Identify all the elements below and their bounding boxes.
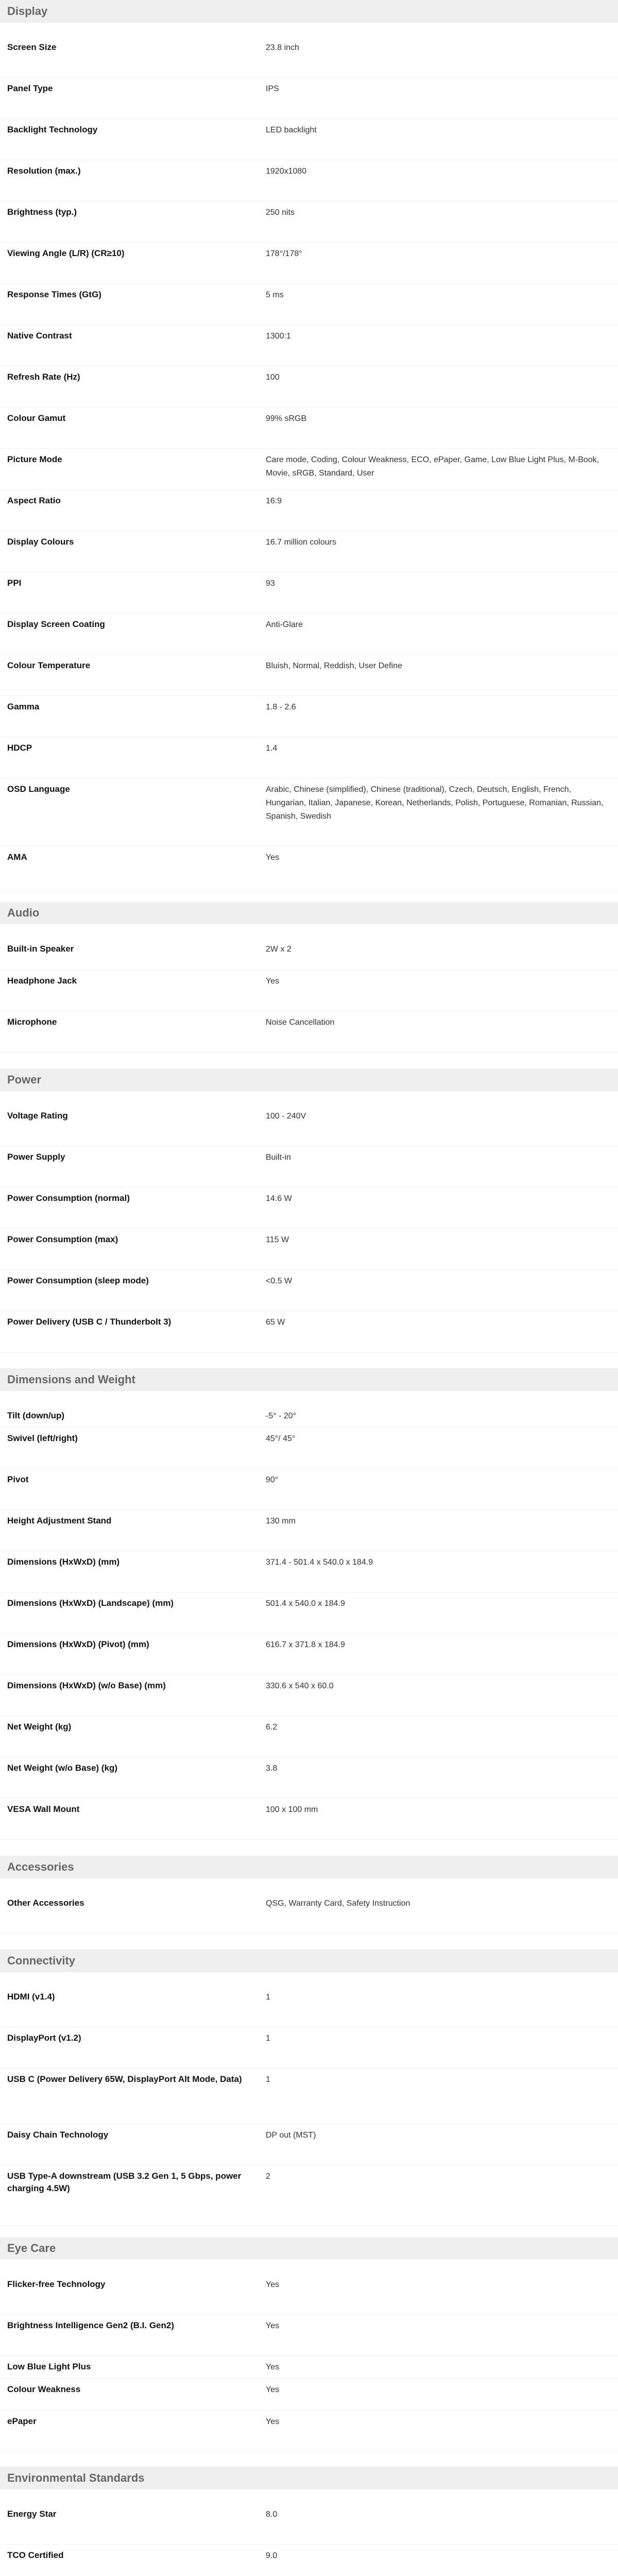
- spec-row: [0, 1187, 618, 1229]
- spec-value: -5° - 20°: [266, 1412, 297, 1420]
- spec-label: Swivel (left/right): [7, 1433, 78, 1443]
- spec-row: [0, 489, 618, 531]
- spec-row: [0, 2544, 618, 2576]
- spec-label: VESA Wall Mount: [7, 1804, 80, 1814]
- spec-label: TCO Certified: [7, 2550, 64, 2560]
- spec-value: 115 W: [266, 1235, 289, 1244]
- spec-value: 100 - 240V: [266, 1112, 306, 1121]
- spec-value: 250 nits: [266, 208, 295, 217]
- section-header-eye-care: Eye Care: [0, 2237, 618, 2260]
- spec-row: [0, 654, 618, 696]
- spec-label: Low Blue Light Plus: [7, 2362, 91, 2371]
- spec-label: PPI: [7, 578, 22, 588]
- spec-value: 2: [266, 2172, 270, 2181]
- spec-label: USB C (Power Delivery 65W, DisplayPort Alt Mode, Data): [7, 2074, 242, 2084]
- spec-row: [0, 1468, 618, 1510]
- spec-label: HDMI (v1.4): [7, 1992, 55, 2002]
- spec-label: Colour Gamut: [7, 413, 66, 423]
- spec-value: 8.0: [266, 2510, 278, 2519]
- spec-value: Yes: [266, 2280, 280, 2289]
- spec-label: Daisy Chain Technology: [7, 2130, 109, 2140]
- spec-row: [0, 1510, 618, 1551]
- spec-value: Anti-Glare: [266, 620, 303, 629]
- spec-row: [0, 407, 618, 449]
- spec-row: [0, 2314, 618, 2356]
- spec-row: [0, 1757, 618, 1799]
- spec-value: <0.5 W: [266, 1277, 293, 1285]
- spec-value: QSG, Warranty Card, Safety Instruction: [266, 1899, 410, 1908]
- spec-row: [0, 118, 618, 160]
- spec-label: OSD Language: [7, 784, 70, 794]
- spec-value: Yes: [266, 2321, 280, 2330]
- spec-row: [0, 1404, 618, 1428]
- section-header-accessories: Accessories: [0, 1856, 618, 1878]
- spec-label: Net Weight (w/o Base) (kg): [7, 1763, 118, 1773]
- spec-row: [0, 1716, 618, 1757]
- spec-label: AMA: [7, 852, 27, 862]
- spec-value: 45°/ 45°: [266, 1434, 296, 1443]
- spec-label: Microphone: [7, 1017, 57, 1027]
- spec-row: [0, 1269, 618, 1311]
- spec-row: [0, 2503, 618, 2545]
- spec-value: 1: [266, 2034, 270, 2043]
- spec-row: [0, 938, 618, 970]
- spec-row: [0, 283, 618, 325]
- section-header-dimensions-and-weight: Dimensions and Weight: [0, 1368, 618, 1391]
- spec-row: [0, 2124, 618, 2165]
- spec-label: Power Consumption (max): [7, 1234, 118, 1244]
- spec-value: 616.7 x 371.8 x 184.9: [266, 1640, 345, 1649]
- spec-value: DP out (MST): [266, 2131, 316, 2140]
- spec-label: Headphone Jack: [7, 976, 77, 986]
- spec-row: [0, 201, 618, 243]
- spec-value: Noise Cancellation: [266, 1018, 335, 1027]
- spec-row: [0, 325, 618, 366]
- spec-row: [0, 778, 618, 846]
- spec-value: Yes: [266, 2385, 280, 2394]
- spec-row: [0, 2165, 618, 2226]
- spec-row: [0, 2273, 618, 2315]
- spec-value: Built-in: [266, 1153, 291, 1162]
- spec-value: 90°: [266, 1476, 279, 1484]
- spec-value: 14.6 W: [266, 1194, 292, 1203]
- spec-value: 1.4: [266, 744, 278, 753]
- spec-label: Brightness Intelligence Gen2 (B.I. Gen2): [7, 2320, 175, 2330]
- spec-label: Colour Weakness: [7, 2384, 81, 2394]
- spec-label: Power Supply: [7, 1152, 65, 1162]
- spec-label: DisplayPort (v1.2): [7, 2033, 81, 2043]
- spec-value: 93: [266, 579, 275, 588]
- spec-value: 100: [266, 373, 280, 382]
- spec-value: 16:9: [266, 497, 282, 505]
- spec-label: Dimensions (HxWxD) (mm): [7, 1557, 120, 1567]
- spec-label: Net Weight (kg): [7, 1722, 72, 1732]
- spec-label: Dimensions (HxWxD) (Pivot) (mm): [7, 1639, 149, 1649]
- spec-value: 1: [266, 2075, 270, 2084]
- spec-label: Power Consumption (normal): [7, 1193, 130, 1203]
- spec-label: Dimensions (HxWxD) (w/o Base) (mm): [7, 1681, 166, 1690]
- spec-row: [0, 737, 618, 778]
- section-header-audio: Audio: [0, 902, 618, 924]
- spec-value: 1: [266, 1993, 270, 2002]
- spec-label: Built-in Speaker: [7, 944, 74, 954]
- spec-row: [0, 1011, 618, 1053]
- spec-row: [0, 366, 618, 408]
- spec-value: 501.4 x 540.0 x 184.9: [266, 1599, 345, 1608]
- spec-value: IPS: [266, 84, 279, 93]
- spec-value: Care mode, Coding, Colour Weakness, ECO, ePaper, Game, Low Blue Light Plus, M-Book, Movie, sRGB, Standard, User: [266, 455, 599, 478]
- spec-row: [0, 2355, 618, 2379]
- spec-row: [0, 242, 618, 284]
- spec-row: [0, 1311, 618, 1352]
- spec-value: 330.6 x 540 x 60.0: [266, 1682, 334, 1690]
- spec-label: Colour Temperature: [7, 660, 91, 670]
- spec-row: [0, 613, 618, 655]
- spec-row: [0, 77, 618, 119]
- spec-value: 9.0: [266, 2551, 278, 2560]
- spec-row: [0, 846, 618, 892]
- spec-row: [0, 1633, 618, 1675]
- spec-value: 99% sRGB: [266, 414, 307, 423]
- spec-value: Yes: [266, 853, 280, 862]
- spec-value: Arabic, Chinese (simplified), Chinese (traditional), Czech, Deutsch, English, French, Hungarian, Italian, Japanese, Korean, Netherlands, Polish, Portuguese, Romanian, Russian, Spanish, Swedish: [266, 785, 604, 821]
- section-header-power: Power: [0, 1069, 618, 1091]
- spec-label: Height Adjustment Stand: [7, 1516, 112, 1526]
- spec-value: 16.7 million colours: [266, 538, 336, 547]
- spec-label: Backlight Technology: [7, 125, 98, 134]
- spec-label: Tilt (down/up): [7, 1411, 65, 1420]
- spec-row: [0, 1798, 618, 1840]
- spec-value: 65 W: [266, 1318, 285, 1327]
- spec-row: [0, 1146, 618, 1188]
- spec-value: 3.8: [266, 1764, 278, 1773]
- spec-value: 1300:1: [266, 332, 291, 341]
- spec-label: Gamma: [7, 702, 40, 711]
- spec-row: [0, 1986, 618, 2027]
- spec-label: Other Accessories: [7, 1898, 84, 1908]
- spec-row: [0, 1427, 618, 1469]
- spec-label: HDCP: [7, 743, 32, 753]
- spec-label: Power Delivery (USB C / Thunderbolt 3): [7, 1317, 171, 1327]
- spec-label: Voltage Rating: [7, 1111, 68, 1121]
- spec-label: Picture Mode: [7, 454, 62, 464]
- spec-row: [0, 696, 618, 737]
- spec-label: Refresh Rate (Hz): [7, 372, 80, 382]
- spec-row: [0, 160, 618, 201]
- spec-label: Aspect Ratio: [7, 496, 61, 505]
- spec-value: Yes: [266, 2363, 280, 2371]
- spec-label: Dimensions (HxWxD) (Landscape) (mm): [7, 1598, 174, 1608]
- spec-value: 23.8 inch: [266, 43, 299, 52]
- spec-row: [0, 36, 618, 78]
- spec-row: [0, 970, 618, 1011]
- spec-row: [0, 448, 618, 490]
- spec-row: [0, 2068, 618, 2124]
- spec-label: Flicker-free Technology: [7, 2279, 106, 2289]
- spec-value: 5 ms: [266, 291, 284, 299]
- spec-label: ePaper: [7, 2416, 37, 2426]
- section-header-environmental-standards: Environmental Standards: [0, 2467, 618, 2489]
- spec-row: [0, 1551, 618, 1592]
- spec-label: Power Consumption (sleep mode): [7, 1276, 149, 1285]
- spec-label: Pivot: [7, 1475, 29, 1484]
- spec-label: Response Times (GtG): [7, 290, 101, 299]
- spec-label: Display Screen Coating: [7, 619, 105, 629]
- spec-value: 1920x1080: [266, 167, 307, 176]
- spec-row: [0, 2027, 618, 2069]
- section-header-connectivity: Connectivity: [0, 1950, 618, 1972]
- spec-row: [0, 1674, 618, 1716]
- spec-label: Display Colours: [7, 537, 74, 547]
- spec-value: 130 mm: [266, 1517, 296, 1526]
- spec-row: [0, 531, 618, 572]
- spec-value: 100 x 100 mm: [266, 1805, 318, 1814]
- spec-label: Brightness (typ.): [7, 207, 77, 217]
- spec-label: Resolution (max.): [7, 166, 81, 176]
- spec-row: [0, 1892, 618, 1934]
- spec-value: 1.8 - 2.6: [266, 703, 296, 711]
- spec-row: [0, 1592, 618, 1634]
- spec-value: LED backlight: [266, 126, 317, 134]
- spec-row: [0, 1228, 618, 1270]
- section-header-display: Display: [0, 0, 618, 23]
- spec-label: Native Contrast: [7, 331, 72, 341]
- spec-row: [0, 1105, 618, 1146]
- spec-value: 371.4 - 501.4 x 540.0 x 184.9: [266, 1558, 373, 1567]
- spec-row: [0, 2378, 618, 2411]
- spec-value: Yes: [266, 977, 280, 986]
- spec-value: 6.2: [266, 1723, 278, 1732]
- spec-value: Bluish, Normal, Reddish, User Define: [266, 662, 402, 670]
- spec-label: Screen Size: [7, 42, 57, 52]
- spec-value: 2W x 2: [266, 945, 291, 954]
- spec-label: USB Type-A downstream (USB 3.2 Gen 1, 5 Gbps, power charging 4.5W): [7, 2171, 242, 2193]
- spec-label: Panel Type: [7, 83, 53, 93]
- spec-label: Viewing Angle (L/R) (CR≥10): [7, 248, 125, 258]
- spec-value: Yes: [266, 2417, 280, 2426]
- spec-row: [0, 2410, 618, 2452]
- spec-value: 178°/178°: [266, 249, 302, 258]
- spec-row: [0, 572, 618, 614]
- spec-label: Energy Star: [7, 2509, 57, 2519]
